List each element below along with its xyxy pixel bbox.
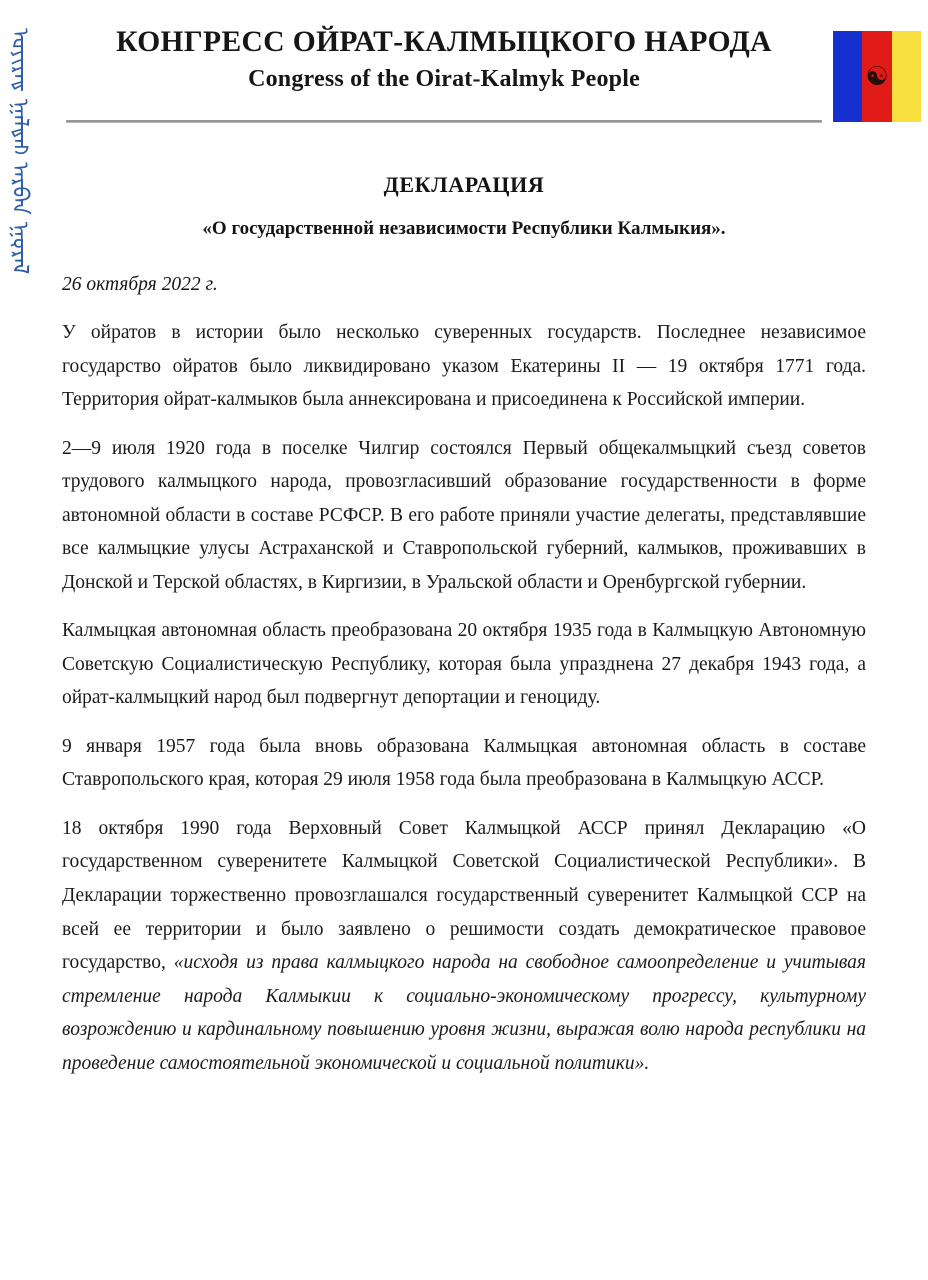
kalmyk-oirat-flag — [833, 31, 921, 122]
masthead — [0, 0, 928, 140]
paragraph-5 — [62, 812, 866, 1080]
flag-stripe-yellow — [892, 31, 921, 122]
organization-title-english: Congress of the Oirat-Kalmyk People — [248, 66, 640, 93]
declaration-date: 26 октября 2022 г. — [62, 274, 218, 295]
paragraph-2: 2—9 июля 1920 года в поселке Чилгир состоялся Первый общекалмыцкий съезд советов трудового калмыцкого народа, провозгласивший образование государственности в форме автономной области в составе РСФСР. В его работе приняли участие делегаты, представлявшие все калмыцкие улусы Астраханской и Ставропольской губерний, калмыков, проживавших в Донской и Терской областях, в Киргизии, в Уральской области и Оренбургской губернии. — [62, 437, 866, 593]
paragraph-5-quote: «исходя из права калмыцкого народа на свободное самоопределение и учитывая стремление народа Калмыкии к социально-экономическому прогрессу, культурному возрождению и кардинальному повышению уровня жизни, выражая волю народа республики на проведение самостоятельной экономической и социальной политики». — [62, 952, 866, 1074]
declaration-body — [0, 316, 928, 1080]
paragraph-4: 9 января 1957 года была вновь образована Калмыцкая автономная область в составе Ставропольского края, которая 29 июля 1958 года была преобразована в Калмыцкую АССР. — [62, 735, 866, 791]
paragraph-1: У ойратов в истории было несколько суверенных государств. Последнее независимое государство ойратов было ликвидировано указом Екатерины II — 19 октября 1771 года. Территория ойрат-калмыков была аннексирована и присоединена к Российской империи. — [62, 322, 866, 411]
paragraph-3: Калмыцкая автономная область преобразована 20 октября 1935 года в Калмыцкую Автономную Советскую Социалистическую Республику, которая была упразднена 27 декабря 1943 года, а ойрат-калмыцкий народ был подвергнут депортации и геноциду. — [62, 620, 866, 709]
document-content — [0, 140, 928, 1095]
vertical-mongolian-script: ᡆᠶᠢᠷᠠᡑ ᡍᠠᠯᡑᠠᡅ ᠠᠷᡋᠠᠨ ᡍᡇᠷᠠᠯ — [7, 28, 33, 275]
soyombo-emblem-icon: ☯ — [865, 61, 889, 92]
declaration-heading: ДЕКЛАРАЦИЯ — [383, 172, 545, 197]
masthead-titles — [66, 26, 822, 94]
paragraph-5-plain: 18 октября 1990 года Верховный Совет Калмыцкой АССР принял Декларацию «О государственном суверенитете Калмыцкой Советской Социалистической Республики». В Декларации торжественно провозглашался государственный суверенитет Калмыцкой ССР на всей ее территории и было заявлено о решимости создать демократическое правовое государство, — [62, 817, 866, 974]
organization-title-russian: КОНГРЕСС ОЙРАТ-КАЛМЫЦКОГО НАРОДА — [116, 26, 772, 58]
declaration-subheading: «О государственной независимости Республики Калмыкия». — [202, 218, 726, 239]
flag-stripe-red — [862, 31, 891, 122]
masthead-divider — [66, 120, 822, 123]
flag-stripe-blue — [833, 31, 862, 122]
